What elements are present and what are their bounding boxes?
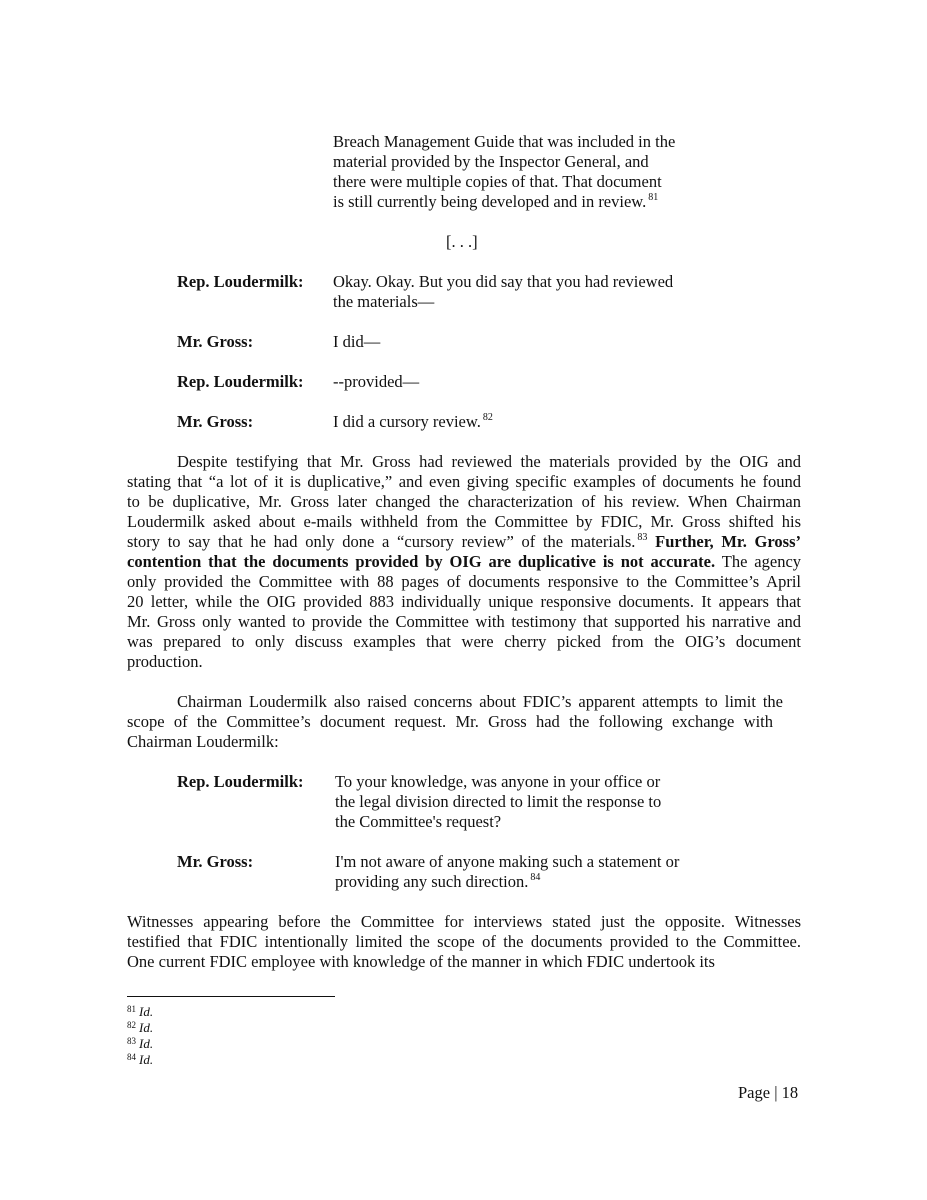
- quote-line: material provided by the Inspector General, and: [333, 152, 649, 171]
- dialogue-line: --provided—: [333, 372, 420, 391]
- speaker-label: Mr. Gross:: [177, 412, 254, 431]
- body-line: to be duplicative, Mr. Gross later changed the characterization of his review. When Chairman: [127, 492, 801, 511]
- emphasis-text: Further, Mr. Gross’: [655, 532, 801, 551]
- body-line: stating that “a lot of it is duplicative,” and even giving specific examples of documents he found: [127, 472, 801, 491]
- dialogue-line: I did—: [333, 332, 381, 351]
- footnote: $^{81}$ Id.: [127, 1004, 154, 1019]
- dialogue-line: the Committee's request?: [335, 812, 502, 831]
- speaker-label: Mr. Gross:: [177, 332, 254, 351]
- footnote: $^{83}$ Id.: [127, 1036, 154, 1051]
- body-line: One current FDIC employee with knowledge of the manner in which FDIC undertook its: [127, 952, 715, 971]
- body-line: Loudermilk asked about e-mails withheld from the Committee by FDIC, Mr. Gross shifted his: [127, 512, 801, 531]
- dialogue-line: providing any such direction. $^{84}$: [335, 872, 541, 891]
- footnote-ref: 81: [648, 192, 659, 203]
- speaker-label: Mr. Gross:: [177, 852, 254, 871]
- speaker-label: Rep. Loudermilk:: [177, 772, 304, 791]
- body-line: Chairman Loudermilk also raised concerns about FDIC’s apparent attempts to limit the: [177, 692, 783, 711]
- dialogue-line: I'm not aware of anyone making such a statement or: [335, 852, 680, 871]
- quote-line: there were multiple copies of that. That document: [333, 172, 662, 191]
- body-line: Despite testifying that Mr. Gross had reviewed the materials provided by the OIG and: [177, 452, 801, 471]
- body-line: story to say that he had only done a “cursory review” of the materials. $^{83}$ Further, Mr. Gross’: [127, 532, 801, 551]
- speaker-label: Rep. Loudermilk:: [177, 272, 304, 291]
- footnote-ref: 84: [530, 872, 541, 883]
- body-line: production.: [127, 652, 203, 671]
- body-line: testified that FDIC intentionally limited the scope of the documents provided to the Committee.: [127, 932, 801, 951]
- body-line: was prepared to only discuss examples that were cherry picked from the OIG’s document: [127, 632, 801, 651]
- body-line: only provided the Committee with 88 pages of documents responsive to the Committee’s April: [127, 572, 801, 591]
- body-line: scope of the Committee’s document request. Mr. Gross had the following exchange with: [127, 712, 773, 731]
- body-line: Chairman Loudermilk:: [127, 732, 279, 751]
- footnote: $^{84}$ Id.: [127, 1052, 154, 1067]
- speaker-label: Rep. Loudermilk:: [177, 372, 304, 391]
- body-line: contention that the documents provided by OIG are duplicative is not accurate. The agency: [127, 552, 802, 571]
- footnote-separator: [127, 996, 335, 997]
- dialogue-line: the materials—: [333, 292, 435, 311]
- dialogue-line: To your knowledge, was anyone in your office or: [335, 772, 661, 791]
- page-number: Page | 18: [738, 1083, 799, 1102]
- quote-line: Breach Management Guide that was included in the: [333, 132, 676, 151]
- footnote: $^{82}$ Id.: [127, 1020, 154, 1035]
- body-line: Witnesses appearing before the Committee for interviews stated just the opposite. Witnesses: [127, 912, 801, 931]
- body-line: 20 letter, while the OIG provided 883 individually unique responsive documents. It appears that: [127, 592, 801, 611]
- ellipsis: [. . .]: [446, 232, 478, 251]
- dialogue-line: I did a cursory review. $^{82}$: [333, 412, 493, 431]
- emphasis-text: contention that the documents provided by OIG are duplicative is not accurate.: [127, 552, 716, 571]
- footnote-ref: 83: [637, 532, 648, 543]
- body-line: Mr. Gross only wanted to provide the Committee with testimony that supported his narrative and: [127, 612, 801, 631]
- footnote-ref: 82: [482, 412, 493, 423]
- dialogue-line: Okay. Okay. But you did say that you had reviewed: [333, 272, 674, 291]
- quote-line: is still currently being developed and in review. $^{81}$: [333, 192, 659, 211]
- dialogue-line: the legal division directed to limit the response to: [335, 792, 662, 811]
